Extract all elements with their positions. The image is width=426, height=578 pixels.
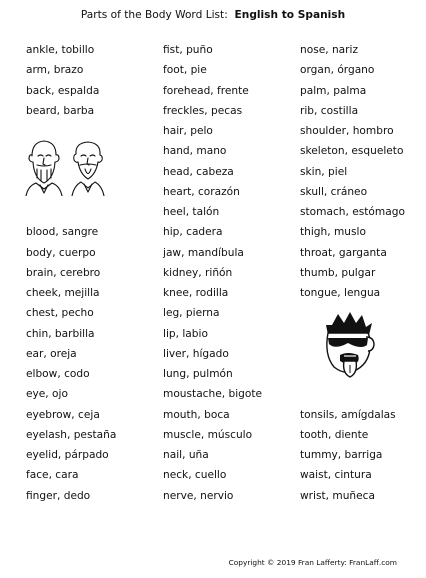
word-entry: arm, brazo (26, 64, 84, 77)
word-entry: tongue, lengua (300, 287, 381, 299)
word-entry: skeleton, esqueleto (300, 145, 404, 158)
word-entry: blood, sangre (26, 226, 99, 239)
word-entry: thigh, muslo (300, 226, 366, 239)
word-entry: mouth, boca (163, 408, 230, 421)
word-entry: neck, cuello (163, 469, 227, 482)
word-entry: chin, barbilla (26, 327, 95, 340)
word-entry: liver, hígado (163, 347, 229, 360)
word-entry: skull, cráneo (300, 185, 368, 198)
copyright-notice: Copyright © 2019 Fran Lafferty: FranLaff.com (228, 558, 397, 567)
word-entry: moustache, bigote (163, 388, 263, 401)
word-entry: shoulder, hombro (300, 125, 394, 137)
word-entry: hair, pelo (163, 125, 213, 137)
word-entry: eyelash, pestaña (26, 428, 117, 441)
word-entry: face, cara (26, 469, 79, 482)
word-column-1 (26, 40, 116, 506)
word-entry: tonsils, amígdalas (300, 408, 396, 421)
word-entry: foot, pie (163, 64, 207, 77)
word-entry: nerve, nervio (163, 489, 234, 502)
word-entry: nail, uña (163, 449, 209, 461)
word-entry: skin, piel (300, 165, 348, 178)
word-entry: leg, pierna (163, 307, 220, 320)
word-entry: rib, costilla (300, 104, 359, 117)
word-entry: brain, cerebro (26, 266, 101, 279)
word-entry: nose, nariz (300, 44, 359, 56)
word-entry: eyebrow, ceja (26, 408, 100, 421)
word-entry: ankle, tobillo (26, 44, 95, 56)
word-entry: wrist, muñeca (300, 489, 375, 502)
word-entry: ear, oreja (26, 347, 77, 360)
page-title (0, 9, 426, 21)
word-entry: tooth, diente (300, 428, 369, 441)
word-entry: palm, palma (300, 84, 367, 97)
word-entry: cheek, mejilla (26, 287, 100, 299)
word-column-3 (300, 40, 405, 506)
word-entry: finger, dedo (26, 489, 91, 502)
word-entry: heart, corazón (163, 185, 240, 198)
word-entry: lip, labio (163, 327, 208, 340)
word-entry: jaw, mandíbula (163, 246, 244, 259)
title-prefix: Parts of the Body Word List: (80, 9, 228, 21)
word-entry: eyelid, párpado (26, 449, 109, 461)
bearded-men-illustration (22, 136, 114, 196)
word-entry: stomach, estómago (300, 206, 405, 218)
word-entry: heel, talón (163, 206, 220, 218)
word-entry: forehead, frente (163, 84, 249, 97)
word-entry: freckles, pecas (163, 104, 243, 117)
word-entry: fist, puño (163, 44, 213, 56)
word-entry: beard, barba (26, 104, 95, 117)
word-entry: tummy, barriga (300, 449, 383, 461)
word-column-2 (163, 40, 262, 506)
word-entry: chest, pecho (26, 307, 94, 320)
word-entry: muscle, músculo (163, 428, 253, 441)
word-entry: kidney, riñón (163, 266, 233, 279)
word-entry: hip, cadera (163, 226, 223, 239)
word-entry: waist, cintura (300, 469, 372, 482)
word-entry: back, espalda (26, 84, 100, 97)
word-entry: throat, garganta (300, 246, 387, 259)
word-entry: body, cuerpo (26, 246, 96, 259)
rocker-tongue-illustration (318, 311, 380, 383)
title-language-pair: English to Spanish (234, 9, 346, 21)
word-entry: knee, rodilla (163, 287, 229, 299)
word-entry: head, cabeza (163, 165, 234, 178)
word-entry: hand, mano (163, 145, 227, 158)
word-entry: organ, órgano (300, 64, 375, 77)
word-entry: thumb, pulgar (300, 266, 376, 279)
word-entry: elbow, codo (26, 368, 90, 380)
word-entry: lung, pulmón (163, 368, 233, 380)
word-entry: eye, ojo (26, 388, 68, 401)
